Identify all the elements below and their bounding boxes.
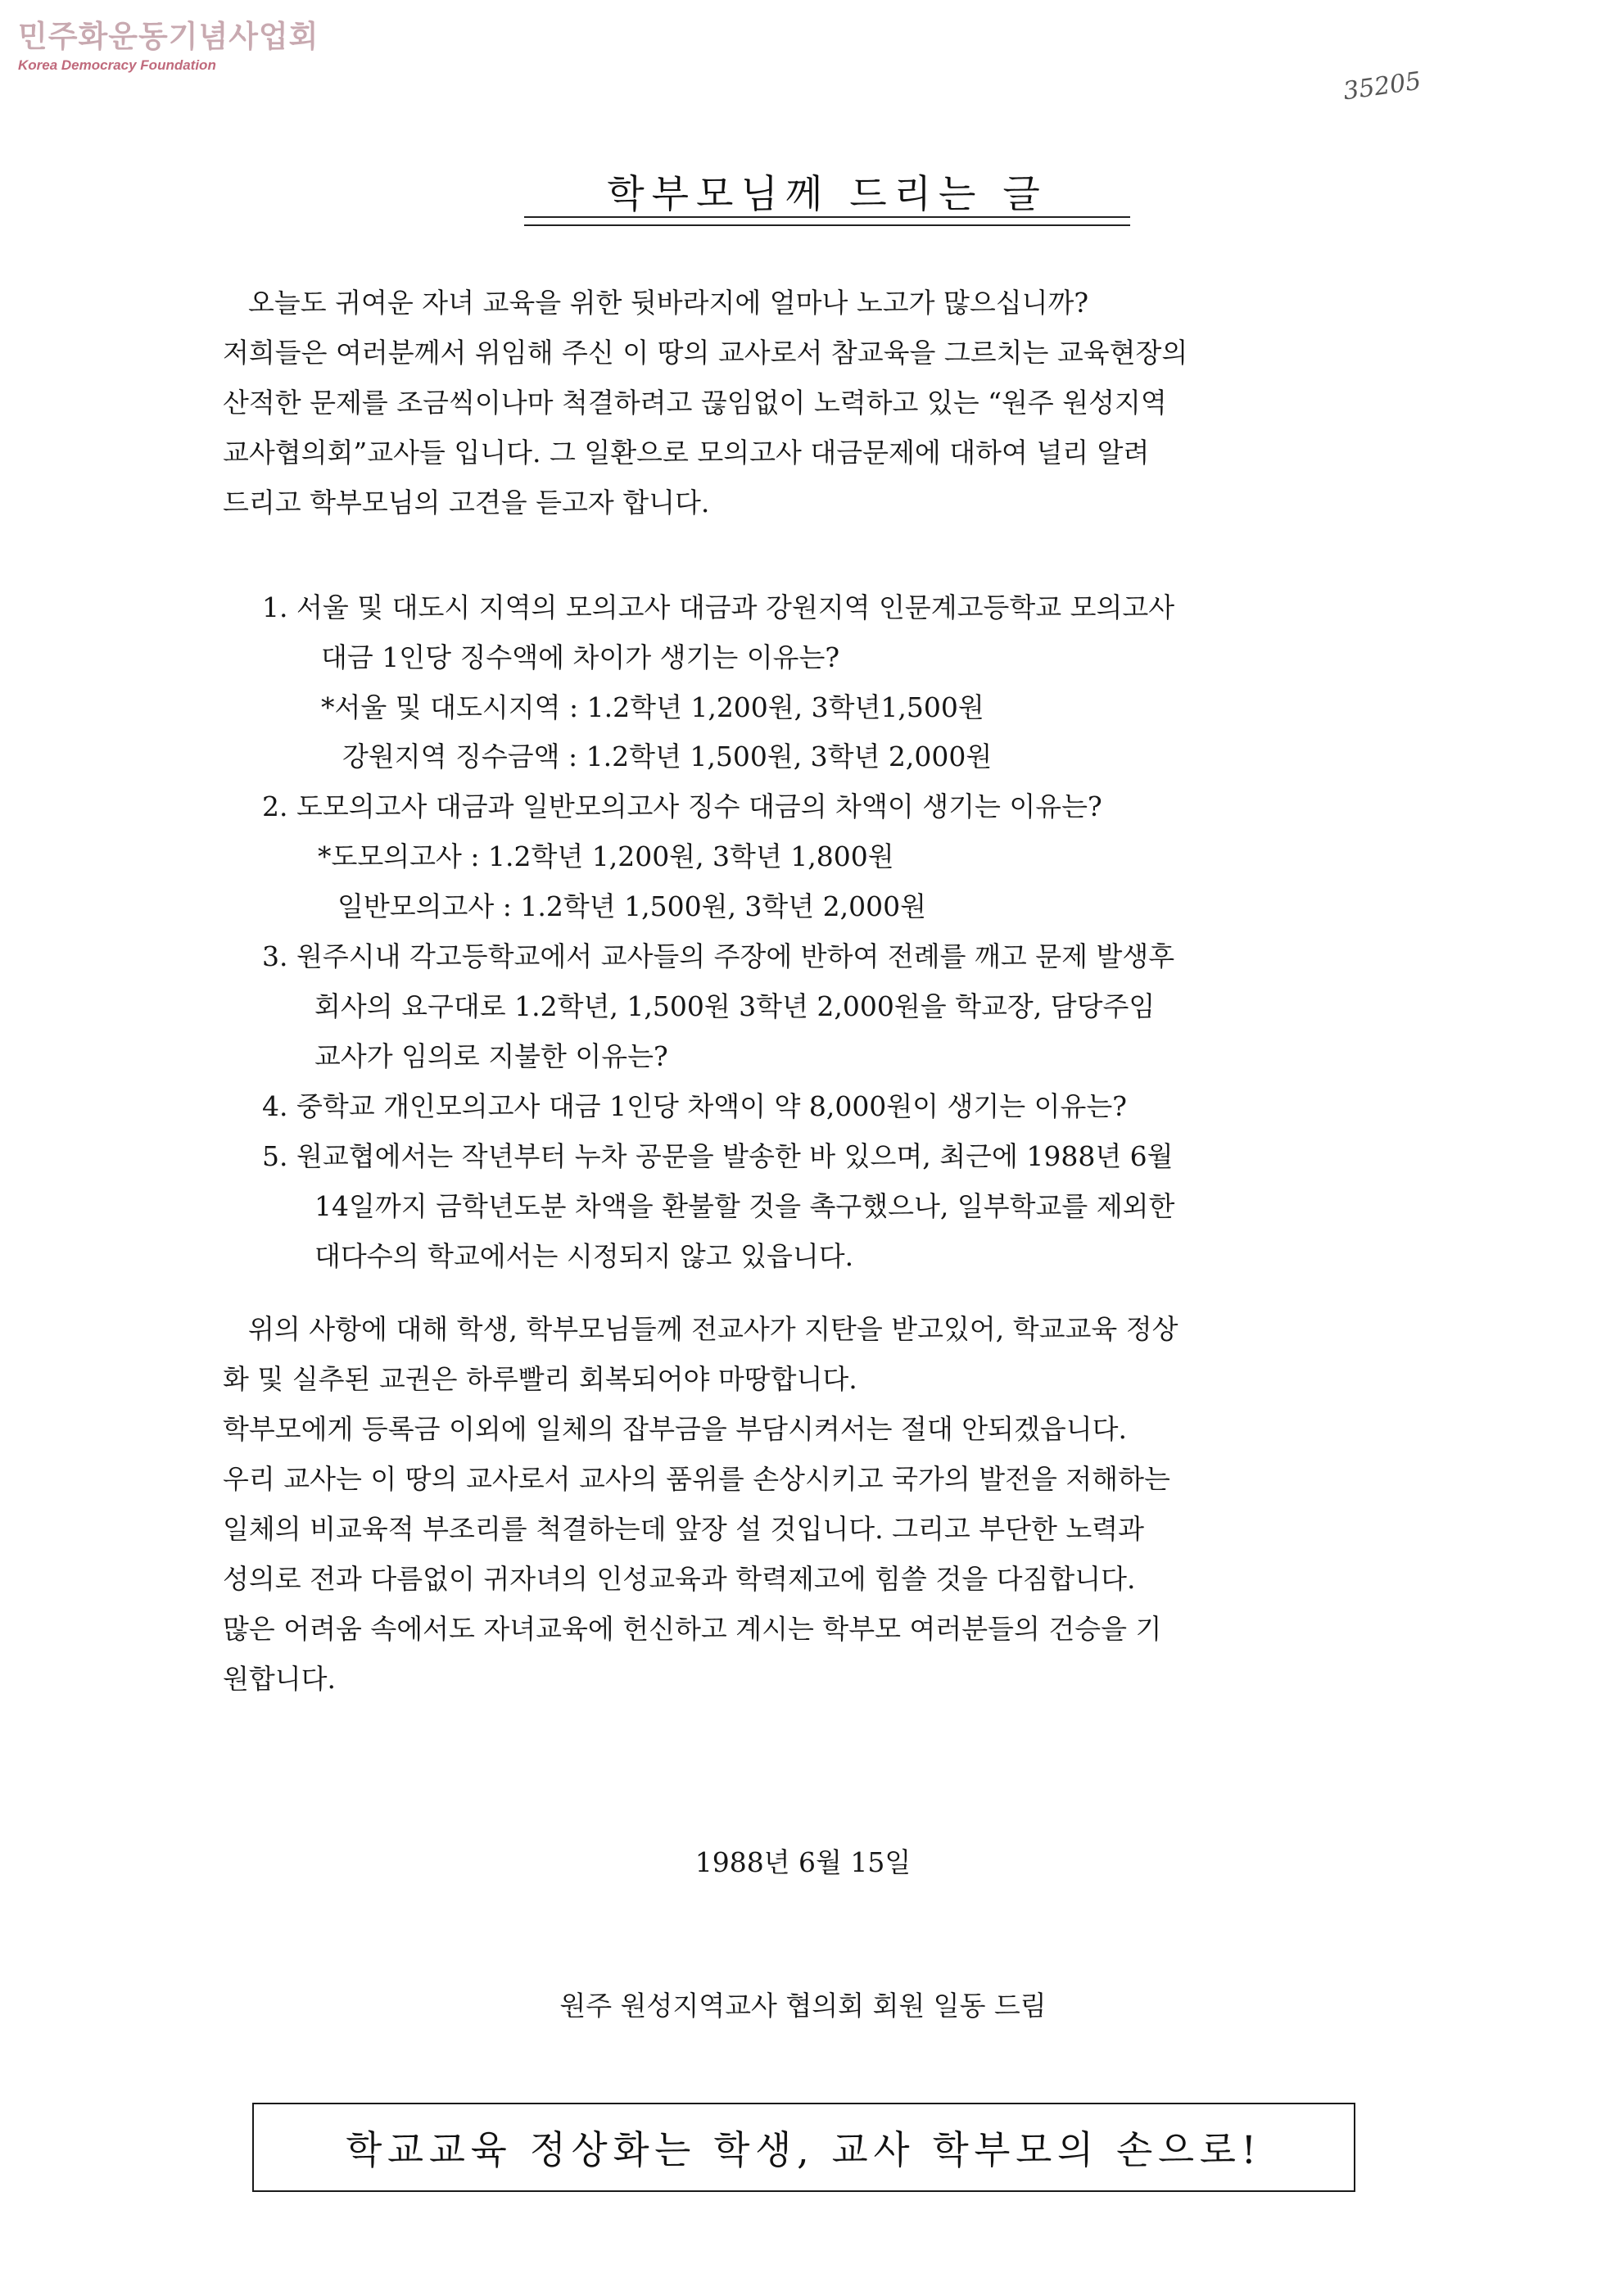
- paragraph-line: 우리 교사는 이 땅의 교사로서 교사의 품위를 손상시키고 국가의 발전을 저해하는: [223, 1463, 1170, 1495]
- paragraph-line: 원합니다.: [223, 1663, 337, 1695]
- paragraph-line: 교사협의회”교사들 입니다. 그 일환으로 모의고사 대금문제에 대하여 널리 알려: [223, 437, 1150, 469]
- signature-line: 원주 원성지역교사 협의회 회원 일동 드림: [559, 1990, 1047, 2022]
- paragraph-line: 학부모에게 등록금 이외에 일체의 잡부금을 부담시켜서는 절대 안되겠읍니다.: [223, 1413, 1128, 1445]
- watermark-english: Korea Democracy Foundation: [18, 57, 216, 73]
- paragraph-line: 많은 어려움 속에서도 자녀교육에 헌신하고 계시는 학부모 여러분들의 건승을 기: [223, 1613, 1162, 1645]
- paragraph-line: 성의로 전과 다름없이 귀자녀의 인성교육과 학력제고에 힘쓸 것을 다짐합니다.: [223, 1563, 1136, 1595]
- title-underline: [524, 224, 1130, 226]
- paragraph-line: 드리고 학부모님의 고견을 듣고자 합니다.: [223, 487, 710, 519]
- list-item-detail: 일반모의고사 : 1.2학년 1,500원, 3학년 2,000원: [337, 890, 927, 922]
- list-item-detail: 강원지역 징수금액 : 1.2학년 1,500원, 3학년 2,000원: [342, 740, 993, 772]
- paragraph-line: 화 및 실추된 교권은 하루빨리 회복되어야 마땅합니다.: [223, 1363, 857, 1395]
- paragraph-line: 오늘도 귀여운 자녀 교육을 위한 뒷바라지에 얼마나 노고가 많으십니까?: [248, 287, 1089, 319]
- watermark-korean: 민주화운동기념사업회: [18, 19, 319, 54]
- handwritten-note: 35205: [1341, 66, 1423, 106]
- paragraph-line: 산적한 문제를 조금씩이나마 척결하려고 끊임없이 노력하고 있는 “원주 원성지역: [223, 387, 1167, 419]
- title-underline: [524, 216, 1130, 218]
- slogan-text: 학교교육 정상화는 학생, 교사 학부모의 손으로!: [346, 2128, 1262, 2173]
- paragraph-line: 일체의 비교육적 부조리를 척결하는데 앞장 설 것입니다. 그리고 부단한 노력과: [223, 1513, 1144, 1545]
- list-item-detail: *도모의고사 : 1.2학년 1,200원, 3학년 1,800원: [318, 840, 894, 872]
- list-item: 1. 서울 및 대도시 지역의 모의고사 대금과 강원지역 인문계고등학교 모의고사: [262, 591, 1175, 623]
- title-block: [524, 164, 1130, 219]
- list-item: 3. 원주시내 각고등학교에서 교사들의 주장에 반하여 전례를 깨고 문제 발생후: [262, 940, 1175, 972]
- list-item-continuation: 교사가 임의로 지불한 이유는?: [314, 1040, 668, 1072]
- slogan-box: [252, 2103, 1355, 2192]
- paragraph-line: 위의 사항에 대해 학생, 학부모님들께 전교사가 지탄을 받고있어, 학교교육 정상: [248, 1313, 1178, 1345]
- page-title: 학부모님께 드리는 글: [607, 172, 1047, 217]
- list-item: 4. 중학교 개인모의고사 대금 1인당 차액이 약 8,000원이 생기는 이유는?: [262, 1090, 1128, 1122]
- list-item: 2. 도모의고사 대금과 일반모의고사 징수 대금의 차액이 생기는 이유는?: [262, 790, 1102, 822]
- list-item-detail: *서울 및 대도시지역 : 1.2학년 1,200원, 3학년1,500원: [321, 691, 984, 723]
- list-item-continuation: 14일까지 금학년도분 차액을 환불할 것을 촉구했으나, 일부학교를 제외한: [314, 1190, 1175, 1222]
- list-item: 5. 원교협에서는 작년부터 누차 공문을 발송한 바 있으며, 최근에 1988년 6월: [262, 1140, 1174, 1172]
- list-item-continuation: 대다수의 학교에서는 시정되지 않고 있읍니다.: [314, 1240, 854, 1272]
- document-date: 1988년 6월 15일: [694, 1846, 912, 1878]
- list-item-continuation: 회사의 요구대로 1.2학년, 1,500원 3학년 2,000원을 학교장, 담당주임: [314, 990, 1156, 1022]
- list-item-continuation: 대금 1인당 징수액에 차이가 생기는 이유는?: [321, 641, 840, 673]
- paragraph-line: 저희들은 여러분께서 위임해 주신 이 땅의 교사로서 참교육을 그르치는 교육현장의: [223, 337, 1188, 369]
- watermark: [18, 11, 319, 74]
